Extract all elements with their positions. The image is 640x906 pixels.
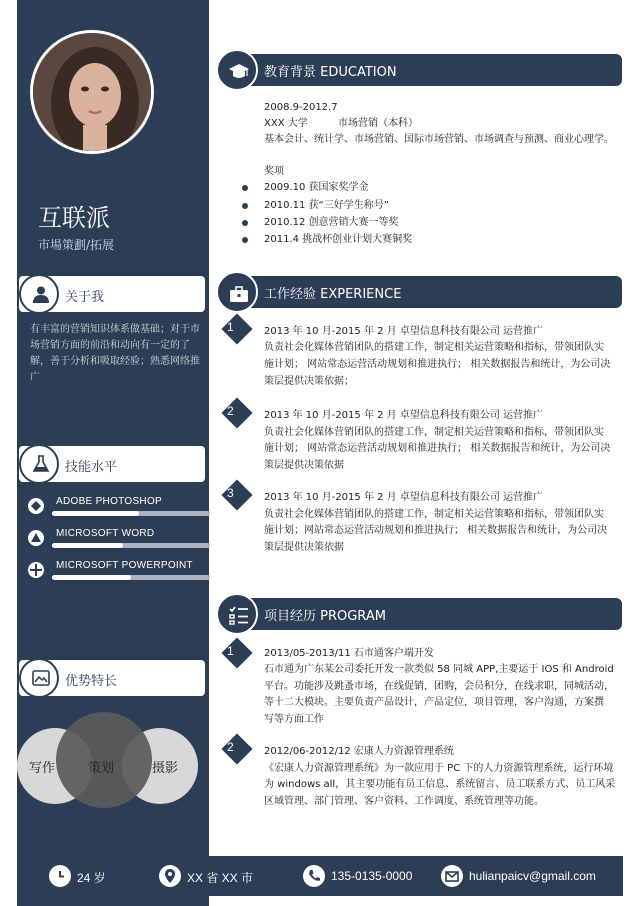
strengths-heading-box <box>19 660 205 696</box>
clock-icon <box>49 865 71 887</box>
skill-bar-fill <box>52 575 131 580</box>
project-line: 区域管理、部门管理、客户资料、工作调度、系统管理等功能。 <box>264 796 544 807</box>
skill-bar-fill <box>52 511 139 516</box>
strengths-icon-circle <box>19 658 59 698</box>
number-marker-label: 3 <box>227 486 234 500</box>
experience-line: 2013 年 10 月-2015 年 2 月 卓望信息科技有限公司 运营推广 <box>264 410 544 421</box>
number-marker-label: 2 <box>227 740 234 754</box>
number-marker-label: 2 <box>227 404 234 418</box>
phone-icon <box>303 865 325 887</box>
number-marker-label: 1 <box>227 644 234 658</box>
award-item: 2009.10 获国家奖学金 <box>264 182 369 193</box>
profile-title: 市場策劃/拓展 <box>38 238 115 252</box>
skill-name: ADOBE PHOTOSHOP <box>56 496 163 507</box>
skill-item <box>28 528 208 554</box>
experience-icon-circle <box>216 271 258 313</box>
bullet <box>242 237 248 243</box>
experience-line: 施计划； 网站常态运营活动规划和推进执行； 相关数据报告和统计，为公司决 <box>264 359 611 370</box>
skill-item <box>28 560 208 586</box>
skills-heading: 技能水平 <box>65 460 118 475</box>
bullet <box>242 185 248 191</box>
location-text: XX 省 XX 市 <box>187 871 254 885</box>
skill-name: MICROSOFT WORD <box>56 528 155 539</box>
education-school: XXX 大学 <box>264 118 308 129</box>
award-item: 2010.11 获“三好学生称号” <box>264 200 389 211</box>
project-line: 2012/06-2012/12 宏康人力资源管理系统 <box>264 746 454 757</box>
skills-icon-circle <box>19 444 59 484</box>
skill-bar <box>52 511 210 516</box>
skill-bar <box>52 543 210 548</box>
briefcase-icon <box>228 283 250 305</box>
experience-line: 负责社会化媒体营销团队的搭建工作，制定相关运营策略和指标，带领团队实 <box>264 342 604 353</box>
experience-line: 施计划； 网站常态运营活动规划和推进执行； 相关数据报告和统计，为公司决 <box>264 443 611 454</box>
education-courses: 基本会计、统计学、市场营销、国际市场营销、市场调查与预测、商业心理学。 <box>264 134 614 145</box>
project-line: 为 windows all，其主要功能有员工信息、系统留言、员工联系方式、员工风采 <box>264 779 616 790</box>
avatar <box>30 30 154 154</box>
experience-line: 负责社会化媒体营销团队的搭建工作，制定相关运营策略和指标，带领团队实 <box>264 509 604 520</box>
project-line: 《宏康人力资源管理系统》为一款应用于 PC 下的人力资源管理系统，运行环境 <box>264 763 614 774</box>
experience-line: 策层提供决策依据 <box>264 460 344 471</box>
education-period: 2008.9-2012.7 <box>264 102 338 113</box>
about-text: 有丰富的营销知识体系做基础；对于市场营销方面的前沿和动向有一定的了解，善于分析和吸取经验；熟悉网络推广 <box>30 324 200 383</box>
experience-heading-box <box>216 274 622 310</box>
award-item: 2010.12 创意营销大赛一等奖 <box>264 217 399 228</box>
about-heading-box <box>19 276 205 312</box>
location-pin-icon <box>159 865 181 887</box>
skill-item <box>28 496 208 522</box>
project-line: 等十二大模块。主要负责产品设计，产品定位，项目管理，客户沟通，方案撰 <box>264 697 604 708</box>
skill-name: MICROSOFT POWERPOINT <box>56 560 193 571</box>
graduation-cap-icon <box>228 61 250 83</box>
experience-heading: 工作经验 EXPERIENCE <box>264 287 402 302</box>
awards-label: 奖项 <box>264 166 284 177</box>
project-line: 石市通为广东某公司委托开发一款类似 58 同城 APP,主要运于 IOS 和 Android <box>264 664 614 675</box>
experience-line: 2013 年 10 月-2015 年 2 月 卓望信息科技有限公司 运营推广 <box>264 492 544 503</box>
user-icon <box>32 285 50 303</box>
project-line: 平台。功能涉及跳蚤市场，在线促销，团购，会员积分，在线求职，同城活动， <box>264 681 614 692</box>
email-text[interactable]: hulianpaicv@gmail.com <box>469 869 596 883</box>
about-icon-circle <box>19 274 59 314</box>
skill-bar <box>52 575 210 580</box>
projects-heading-box <box>216 596 622 632</box>
projects-heading: 项目经历 PROGRAM <box>264 609 386 624</box>
bullet <box>242 203 248 209</box>
image-icon <box>32 669 50 687</box>
strength-label: 策划 <box>88 761 115 776</box>
experience-line: 策层提供决策依据； <box>264 376 354 387</box>
age-text: 24 岁 <box>77 871 106 885</box>
projects-icon-circle <box>216 593 258 635</box>
profile-name: 互联派 <box>38 204 110 232</box>
experience-line: 负责社会化媒体营销团队的搭建工作，制定相关运营策略和指标，带领团队实 <box>264 427 604 438</box>
skills-heading-box <box>19 446 205 482</box>
experience-line: 施计划；网站常态运营活动规划和推进执行； 相关数据报告和统计，为公司决 <box>264 525 608 536</box>
education-heading: 教育背景 EDUCATION <box>264 65 397 80</box>
education-heading-box <box>216 52 622 88</box>
email-icon <box>441 865 463 887</box>
award-item: 2011.4 挑战杯创业计划大赛铜奖 <box>264 234 413 245</box>
experience-line: 2013 年 10 月-2015 年 2 月 卓望信息科技有限公司 运营推广 <box>264 326 544 337</box>
number-marker-label: 1 <box>227 320 234 334</box>
strengths-heading: 优势特长 <box>65 674 118 689</box>
project-line: 2013/05-2013/11 石市通客户端开发 <box>264 648 434 659</box>
about-heading: 关于我 <box>65 290 105 305</box>
word-icon <box>28 530 44 546</box>
strength-label: 写作 <box>29 761 56 776</box>
powerpoint-icon <box>28 562 44 578</box>
education-major: 市场营销（本科） <box>338 118 418 129</box>
phone-text[interactable]: 135-0135-0000 <box>331 869 413 883</box>
experience-line: 策层提供决策依据 <box>264 542 344 553</box>
flask-icon <box>32 455 50 473</box>
checklist-icon <box>228 605 250 627</box>
skill-bar-fill <box>52 543 123 548</box>
strength-label: 摄影 <box>152 761 179 776</box>
contact-footer <box>17 856 623 896</box>
project-line: 写等方面工作 <box>264 714 324 725</box>
bullet <box>242 220 248 226</box>
photoshop-icon <box>28 498 44 514</box>
education-icon-circle <box>216 49 258 91</box>
